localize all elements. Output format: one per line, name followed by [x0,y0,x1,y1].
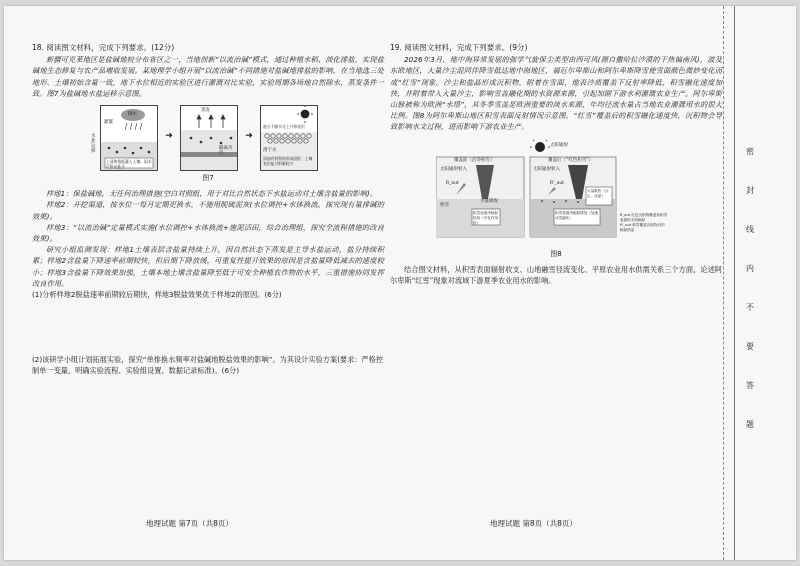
q18-site-1: 样地1：保盐碱地，无任何治理措施(空白对照组，用于对比自然状态下水盐运动对土壤含盐量的影响)。 [46,189,378,199]
q18-site-3: 样地3：“以流治碱”定量模式实施(水位调控+水体换流+施泥活田，综合治理组，探究全流程措施的改良效果)。 [32,222,384,244]
fig7-evaporation-label: 蒸发 [201,108,210,114]
binding-line [734,6,787,560]
binding-char: 内 [746,264,754,273]
q19-question: 结合图文材料，从积雪表面辐射收支、山地融雪径流变化、平原农业用水供需关系三个方面，论述阿尔卑斯“红雪”现象对流域下游夏季农业用水的影响。 [390,264,722,286]
q18-heading: 18. 阅读图文材料，完成下列要求。(12分) [32,43,175,52]
fig8-right-out: R'_out [550,180,564,186]
footer-page-8: 地理试题 第8页（共8页） [490,519,577,528]
q18-site-2: 样地2：开挖渠道，按水位一每月定期更换水，不施用脱硫泥灰(水位调控+水体换流，探究现有量排碱的效果)。 [32,200,384,221]
q19-heading: 19. 阅读图文材料，完成下列要求。(9分) [390,43,528,52]
fig8-left-in: 太阳辐射射入 [440,166,467,172]
fig7-panel-2 [180,105,238,171]
fig8-caption: 图8 [550,249,562,258]
fig8-sun-label: 太阳辐射 [550,142,568,148]
binding-char: 线 [746,225,754,234]
arrow-icon: ➜ [165,131,173,142]
fig7-box3-note: 添加有机物料形成团粒、土壤表层盐分积累较少 [263,156,313,167]
q18-subquestion-2: (2)该研学小组计划拓展实验，探究“单排换水频率对盐碱地脱盐效果的影响”。为其设计实验方案(要求：严格控制单一变量，明确实验流程、实验组设置、数据记录标准)。(6分) [32,355,384,376]
q19-intro: 2026年3月，地中海异常发展的强学气旋保尘类型由西可风(源自撒哈拉沙漠的干热偏南风)，波及东欧地区，大量沙尘混同伴降雪抵达地中海地区，福厄尔卑斯山和阿尔卑斯降雪使雪面颜色微妙变化而成“红雪”现象。沙尘和盐晶形成沉积物，附着在雪面，地表沙质覆盖下反射率降低，积雪融化速度加快，并附着带入大量沙尘，影响雪盖融化期的水资源来源，引起加剧下游水利灌溉农业生产。阿尔卑斯山脉被称为欧洲“水塔”，其冬季雪盖是欧洲重要的淡水来源，年均径流水量占当地农业灌溉用水的很大比例。图8为阿尔卑斯山地区积雪表面反射情况示意图。“红雪”覆盖后的积雪融化速度快，沉积物会导致影响水文过程，进而影响下游农业生产。 [390,55,722,132]
figure-7 [91,105,384,171]
binding-char: 题 [746,420,754,429]
question-19 [390,42,722,286]
fig7-box1-note: 上清和排盐灌入土壤、雨水可带走盐分 [106,159,152,170]
fig8-left-title: 覆盖前（洁净积雪） [454,157,495,163]
binding-char: 要 [746,342,754,351]
fig7-water-salt-label: 水盐运移 [91,134,96,155]
answer-space-1 [32,300,384,354]
fig8-right-dust: 大量吸收（沙尘、冰晶） [587,188,609,198]
fig7-box3-mid: 溶于水 [263,148,277,154]
binding-char: 不 [746,303,754,312]
fig7-irrigation-label: 灌溉 [104,120,113,126]
binding-char: 答 [746,381,754,390]
fig8-right-title: 覆盖后（“红色积雪”） [548,157,594,163]
binding-char: 封 [746,186,754,195]
fig7-rain-label: 降水 [128,112,137,118]
fig8-right-in: 太阳辐射射入 [533,166,560,172]
fig7-panel-1 [91,105,158,171]
binding-char: 密 [746,147,754,156]
q18-intro: 新疆可克莱地区是盐碱地较分布省区之一，当地创新“以流治碱”模式，通过种植水稻、淡化排盐，实现盐碱地生态修复与农产品增收发展。某地理学小组开展“以流治碱”不同措施对盐碱地排盐的影响，在当地选三处地形、土壤初始含量一致，地下水位相近的实验区进行灌溉对比实验，实验周期各场地自然除水、蒸发条件一致。图7为盐碱地水盐运移示意图。 [32,55,384,98]
fig8-left-melt: 积雪表面净辐射较低（冷化作用较） [473,210,499,225]
fig7-caption: 图7 [202,174,214,183]
question-18 [32,42,384,377]
q18-result: 研究小组监测发现：样地1土壤表层含盐量持续上升，因自然状态下蒸发是主导水盐运动，盐分持续积累；样地2含盐量下降速率前期较快，但后期下降放缓，可重复性提升效果的原因是含盐量降低减去的速度较小；样地3含盐量下降效果加强，土壤本地土壤含盐量降至低于可安全种植农作物的水平，三重措施协同发挥改良作用。 [32,245,384,288]
binding-notice [746,146,754,430]
footer-page-7: 地理试题 第7页（共8页） [146,519,233,528]
fig8-legend-1: R_out 红色沉积物覆盖前积雪表面的太阳辐射 [620,212,668,222]
fig7-box3-top: 盐分不随水分上升和表层 [263,124,305,130]
fig8-legend-2: R'_out 积雪覆盖沉积物后的辐射热量 [620,222,665,232]
fig7-barrier-label: 隔离夹层 [219,146,233,157]
figure-8 [436,139,668,247]
arrow-icon: ➜ [245,131,253,142]
q18-subquestion-1: (1)分析样地2脱盐速率前期较后期快，样地3脱盐效果优于样地2的原因。(6分) [32,290,282,300]
exam-sheet [4,6,796,560]
fig8-left-out: R_out [446,180,459,186]
fig8-right-melt: 积雪表面净辐射增加（加速冰雪融化） [555,210,599,220]
fig8-left-snow: 积雪 [440,202,449,208]
binding-strip [723,6,796,560]
fig7-panel-3 [260,105,318,171]
fig8-left-low: 少量吸收 [480,198,498,204]
